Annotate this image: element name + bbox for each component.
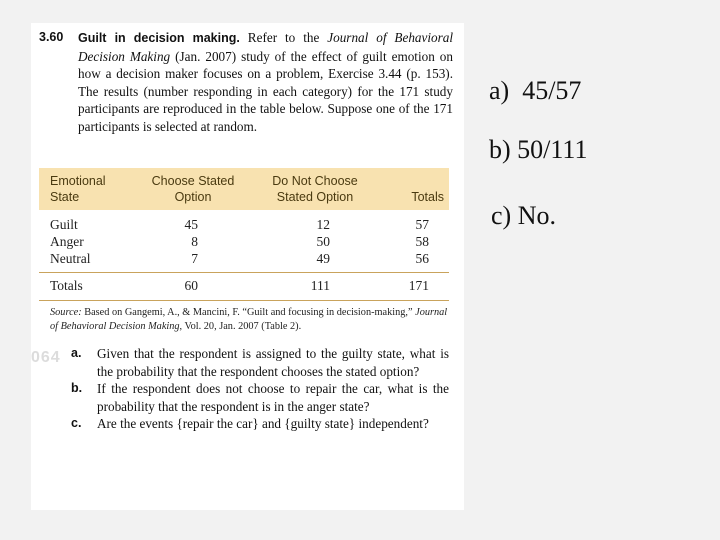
row-label: Neutral [50, 251, 91, 266]
row-label: Guilt [50, 217, 78, 232]
problem-text-2: (Jan. 2007) study of the effect of guilt emotion on how a decision maker focuses on a problem, Exercise 3.44 (p. 153). The results (number responding in each category) for the 171 study participants are reproduced in the table below. Suppose one of the 171 participants is selected at random. [78, 48, 453, 134]
cell-choose: 7 [191, 251, 198, 266]
header-state-line-1: Emotional [50, 174, 106, 188]
cell-not-choose: 49 [316, 251, 330, 266]
watermark-text: 064 [31, 349, 61, 366]
table-body [39, 210, 449, 273]
table-row [39, 234, 449, 251]
question-part-b [71, 380, 449, 415]
header-emotional-state [50, 173, 106, 205]
part-text: Given that the respondent is assigned to the guilty state, what is the probability that the respondent chooses the stated option? [97, 346, 449, 379]
header-totals: Totals [411, 190, 444, 204]
answer-c: c) No. [491, 201, 556, 230]
header-choose-stated [138, 173, 248, 205]
problem-title: Guilt in decision making. [78, 31, 240, 45]
header-do-not-choose [260, 173, 370, 205]
total-not-choose: 111 [310, 278, 330, 293]
header-state-line-2: State [50, 190, 80, 204]
part-letter: c. [71, 416, 82, 431]
row-label: Anger [50, 234, 84, 249]
cell-not-choose: 12 [316, 217, 330, 232]
source-text-1: Based on Gangemi, A., & Mancini, F. “Guilt and focusing in decision-making,” [81, 307, 416, 318]
cell-choose: 8 [191, 234, 198, 249]
table-row [39, 217, 449, 234]
source-lead: Source: [50, 307, 82, 318]
header-choose-line-2: Option [174, 190, 212, 204]
question-part-c [71, 415, 449, 433]
source-text-2: , Vol. 20, Jan. 2007 (Table 2). [179, 321, 302, 332]
problem-journal: Journal of Behavioral Decision Making [78, 30, 454, 64]
answer-b: b) 50/111 [489, 135, 588, 164]
source-citation [50, 306, 450, 334]
textbook-excerpt [31, 23, 464, 510]
total-choose: 60 [184, 278, 198, 293]
header-choose-line-1: Choose Stated [151, 174, 235, 188]
data-table [39, 168, 449, 301]
totals-label: Totals [50, 278, 83, 293]
answer-a: a) 45/57 [489, 76, 582, 105]
problem-statement [39, 29, 453, 136]
cell-total: 56 [415, 251, 429, 266]
problem-text-1: Refer to the [247, 30, 328, 45]
table-totals-row [39, 273, 449, 301]
question-parts [71, 345, 449, 433]
cell-choose: 45 [184, 217, 198, 232]
question-part-a [71, 345, 449, 380]
cell-not-choose: 50 [316, 234, 330, 249]
problem-number: 3.60 [39, 30, 64, 44]
header-not-line-2: Stated Option [276, 190, 354, 204]
cell-total: 57 [415, 217, 429, 232]
grand-total: 171 [408, 278, 429, 293]
table-header [39, 168, 449, 210]
table-row [39, 251, 449, 268]
source-journal: Journal of Behavioral Decision Making [50, 307, 448, 332]
part-letter: b. [71, 381, 83, 396]
header-not-line-1: Do Not Choose [272, 174, 358, 188]
problem-body [78, 29, 453, 136]
cell-total: 58 [415, 234, 429, 249]
part-text: If the respondent does not choose to repair the car, what is the probability that the respondent is in the anger state? [97, 381, 449, 414]
part-letter: a. [71, 346, 82, 360]
part-text: Are the events {repair the car} and {guilty state} independent? [97, 416, 429, 432]
